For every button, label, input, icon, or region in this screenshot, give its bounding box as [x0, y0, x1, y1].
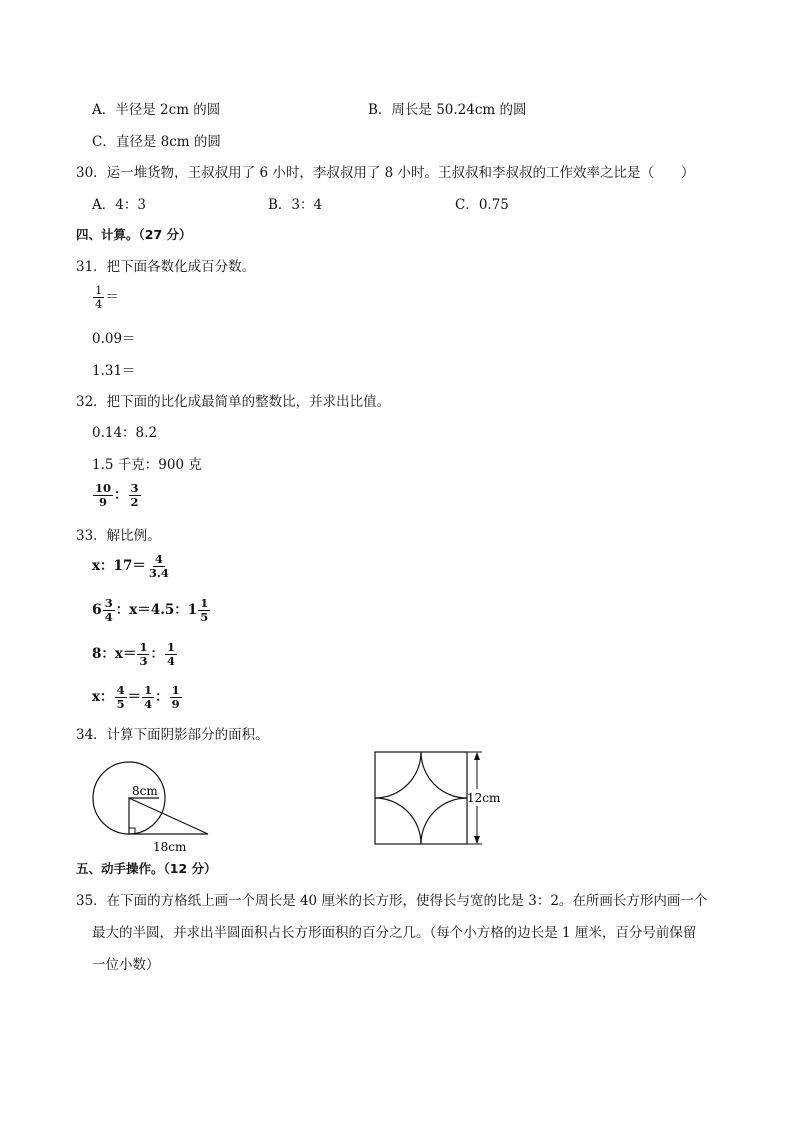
- denominator: 9: [171, 697, 180, 711]
- numerator: 1: [139, 640, 148, 654]
- equation-mid: ：x＝4.5：1: [115, 602, 198, 618]
- denominator: 9: [99, 495, 108, 509]
- square-outline: [375, 752, 467, 844]
- equation-lhs: x：: [92, 689, 114, 705]
- fraction: [103, 597, 115, 624]
- mixed-integer: 6: [92, 602, 102, 618]
- side-label: 12cm: [467, 791, 501, 805]
- figure-square-arcs: [370, 748, 505, 848]
- q33-eq2: [92, 597, 211, 624]
- numerator: 1: [144, 683, 153, 697]
- numerator: 1: [200, 596, 209, 610]
- q33-eq1: [92, 553, 172, 580]
- denominator: 3: [139, 654, 148, 668]
- q30-option-b: B．3：4: [268, 197, 323, 213]
- denominator: 5: [200, 610, 209, 624]
- denominator: 4: [144, 697, 153, 711]
- denominator: 5: [116, 697, 125, 711]
- numerator: 3: [130, 481, 139, 495]
- arc-top-right: [421, 752, 467, 798]
- q29-option-c: C．直径是 8cm 的圆: [92, 134, 221, 150]
- equals-sign: ＝: [127, 689, 142, 705]
- q29-option-b: B．周长是 50.24cm 的圆: [368, 102, 527, 118]
- q33-eq4: [92, 684, 183, 711]
- q35-line2: 最大的半圆，并求出半圆面积占长方形面积的百分之几。（每个小方格的边长是 1 厘米，百分号前保留: [92, 925, 697, 941]
- denominator: 4: [166, 654, 175, 668]
- fraction: [93, 482, 113, 509]
- q35-line1: 35．在下面的方格纸上画一个周长是 40 厘米的长方形，使得长与宽的比是 3：2。在所画长方形内画一个: [76, 893, 708, 909]
- q32-item3: [92, 482, 142, 509]
- q32-text: 32．把下面的比化成最简单的整数比，并求出比值。: [76, 394, 391, 410]
- equation-lhs: x：17＝: [92, 558, 146, 574]
- denominator: 4: [95, 297, 103, 311]
- denominator: 3.4: [148, 566, 169, 580]
- q30-option-c: C．0.75: [455, 197, 509, 213]
- q29-option-a: A．半径是 2cm 的圆: [92, 102, 221, 118]
- base-label: 18cm: [153, 840, 187, 854]
- q31-item2: 0.09＝: [92, 331, 136, 347]
- fraction: [129, 482, 141, 509]
- numerator: 1: [171, 683, 180, 697]
- q35-line3: 一位小数）: [92, 957, 160, 973]
- fraction: [198, 597, 210, 624]
- numerator: 1: [166, 640, 175, 654]
- section5-title: 五、动手操作。（12 分）: [76, 861, 217, 876]
- arc-top-left: [375, 752, 421, 798]
- numerator: 3: [104, 596, 113, 610]
- arc-bottom-left: [375, 798, 421, 844]
- colon: ：: [150, 646, 164, 662]
- q31-text: 31．把下面各数化成百分数。: [76, 259, 256, 275]
- fraction: [115, 684, 127, 711]
- q34-text: 34．计算下面阴影部分的面积。: [76, 727, 269, 743]
- q32-item2: 1.5 千克：900 克: [92, 457, 202, 473]
- numerator: 4: [154, 552, 163, 566]
- q33-eq3: [92, 641, 178, 668]
- triangle-outline: [129, 798, 208, 834]
- numerator: 4: [116, 683, 125, 697]
- fraction: [93, 284, 104, 311]
- q31-item3: 1.31＝: [92, 363, 136, 379]
- denominator: 2: [130, 495, 139, 509]
- denominator: 4: [104, 610, 113, 624]
- section4-title: 四、计算。（27 分）: [76, 227, 192, 242]
- colon: ：: [114, 487, 128, 503]
- fraction: [147, 553, 171, 580]
- q31-item1: [92, 284, 119, 311]
- fraction: [170, 684, 182, 711]
- arrow-up-icon: [474, 752, 480, 760]
- arrow-down-icon: [474, 836, 480, 844]
- fraction: [165, 641, 177, 668]
- equals-sign: ＝: [105, 289, 119, 305]
- numerator: 10: [95, 481, 112, 495]
- radius-label: 8cm: [132, 784, 158, 798]
- figure-circle-triangle: [88, 755, 218, 855]
- q30-option-a: A．4：3: [92, 197, 146, 213]
- numerator: 1: [95, 283, 103, 297]
- q33-text: 33．解比例。: [76, 528, 161, 544]
- fraction: [137, 641, 149, 668]
- fraction: [142, 684, 154, 711]
- colon: ：: [155, 689, 169, 705]
- equation-lhs: 8：x＝: [92, 646, 137, 662]
- q30-text: 30．运一堆货物，王叔叔用了 6 小时，李叔叔用了 8 小时。王叔叔和李叔叔的工作效率之比是（ ）: [76, 165, 695, 181]
- q32-item1: 0.14：8.2: [92, 425, 158, 441]
- arc-bottom-right: [421, 798, 467, 844]
